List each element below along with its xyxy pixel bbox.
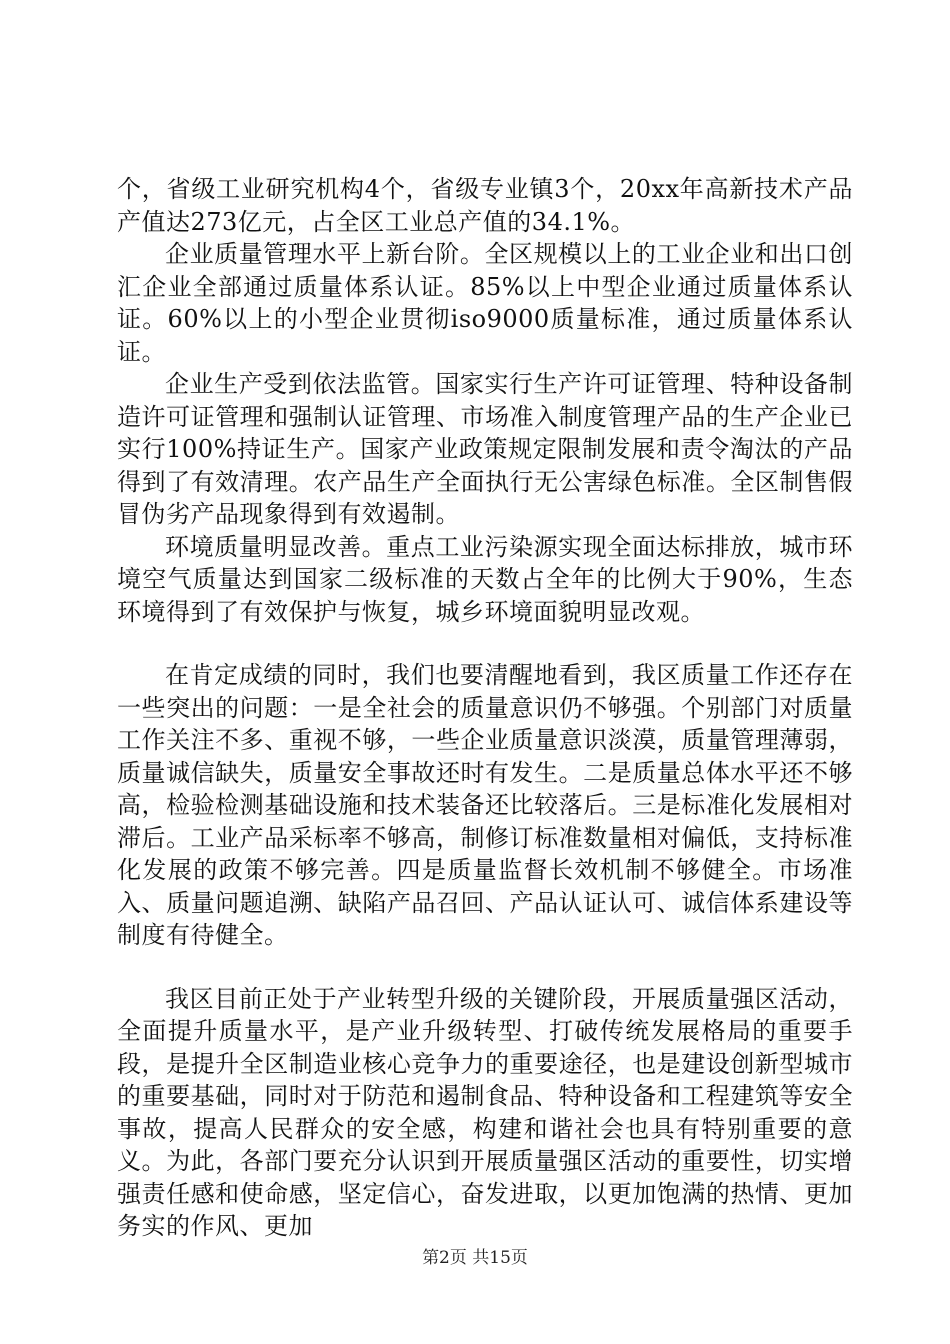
paragraph-spacer bbox=[117, 628, 853, 659]
document-body bbox=[117, 173, 853, 1243]
paragraph-legal-supervision: 企业生产受到依法监管。国家实行生产许可证管理、特种设备制造许可证管理和强制认证管理、市场准入制度管理产品的生产企业已实行100%持证生产。国家产业政策规定限制发展和责令淘汰的产品得到了有效清理。农产品生产全面执行无公害绿色标准。全区制售假冒伪劣产品现象得到有效遏制。 bbox=[117, 370, 853, 528]
paragraph-environment: 环境质量明显改善。重点工业污染源实现全面达标排放，城市环境空气质量达到国家二级标准的天数占全年的比例大于90%，生态环境得到了有效保护与恢复，城乡环境面貌明显改观。 bbox=[117, 532, 853, 626]
paragraph-problems: 在肯定成绩的同时，我们也要清醒地看到，我区质量工作还存在一些突出的问题：一是全社会的质量意识仍不够强。个别部门对质量工作关注不多、重视不够，一些企业质量意识淡漠，质量管理薄弱，质量诚信缺失，质量安全事故还时有发生。二是质量总体水平还不够高，检验检测基础设施和技术装备还比较落后。三是标准化发展相对滞后。工业产品采标率不够高，制修订标准数量相对偏低，支持标准化发展的政策不够完善。四是质量监督长效机制不够健全。市场准入、质量问题追溯、缺陷产品召回、产品认证认可、诚信体系建设等制度有待健全。 bbox=[117, 661, 853, 949]
page-number-footer: 第2页 共15页 bbox=[422, 1248, 528, 1268]
paragraph-spacer bbox=[117, 952, 853, 983]
paragraph-continuation: 个，省级工业研究机构4个，省级专业镇3个，20xx年高新技术产品产值达273亿元，占全区工业总产值的34.1%。 bbox=[117, 175, 853, 236]
paragraph-significance: 我区目前正处于产业转型升级的关键阶段，开展质量强区活动，全面提升质量水平，是产业升级转型、打破传统发展格局的重要手段，是提升全区制造业核心竞争力的重要途径，也是建设创新型城市的重要基础，同时对于防范和遏制食品、特种设备和工程建筑等安全事故，提高人民群众的安全感，构建和谐社会也具有特别重要的意义。为此，各部门要充分认识到开展质量强区活动的重要性，切实增强责任感和使命感，坚定信心，奋发进取，以更加饱满的热情、更加务实的作风、更加 bbox=[117, 984, 853, 1240]
paragraph-quality-management: 企业质量管理水平上新台阶。全区规模以上的工业企业和出口创汇企业全部通过质量体系认证。85%以上中型企业通过质量体系认证。60%以上的小型企业贯彻iso9000质量标准，通过质量体系认证。 bbox=[117, 240, 853, 366]
